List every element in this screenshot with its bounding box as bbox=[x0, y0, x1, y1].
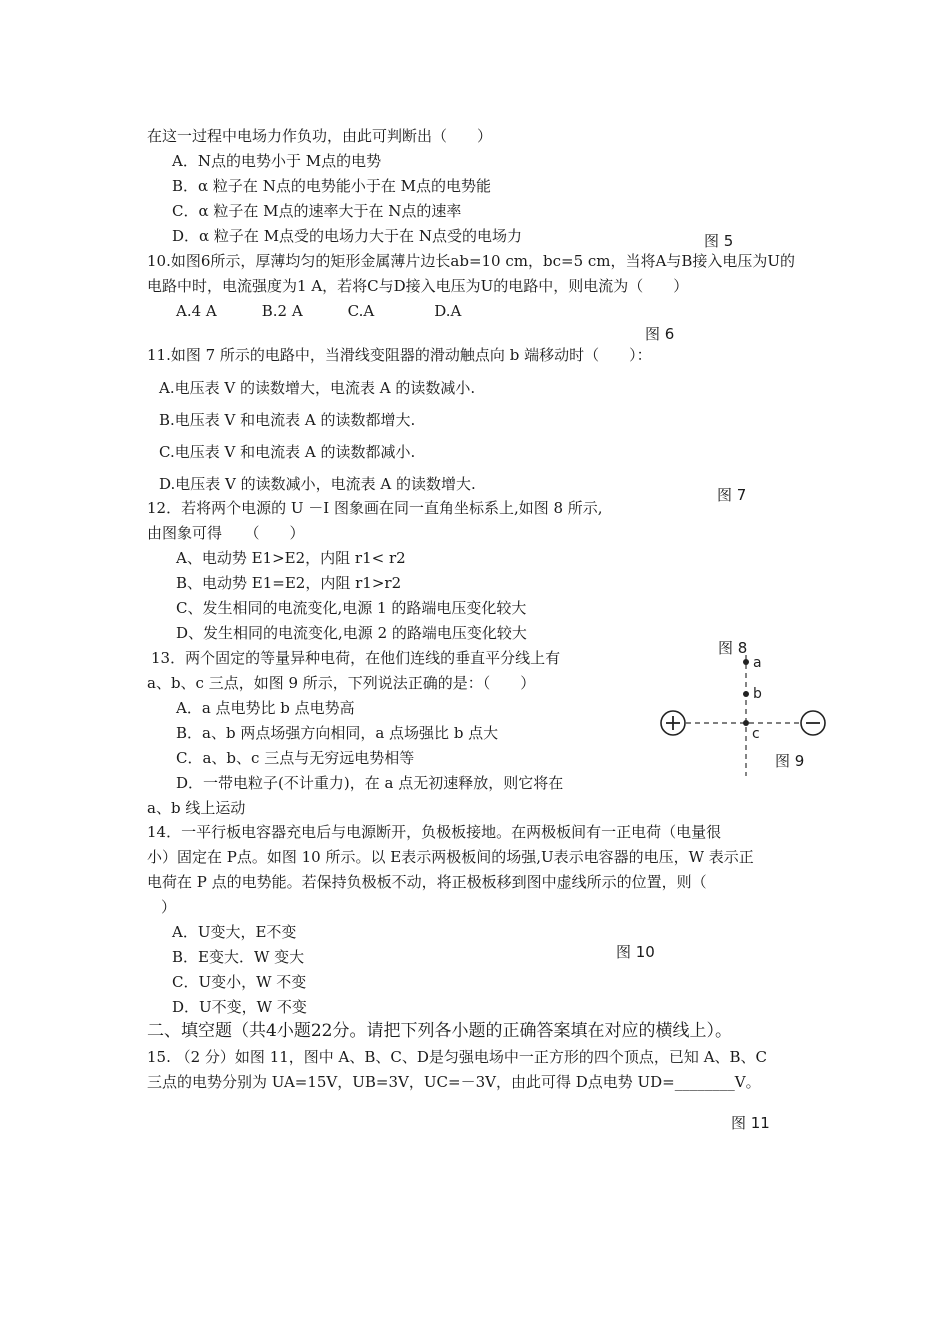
figure-10-caption: 图 10 bbox=[616, 943, 655, 961]
option-13d-line1: D．一带电粒子(不计重力)，在 a 点无初速释放，则它将在 bbox=[176, 774, 564, 792]
point-b-label: b bbox=[753, 686, 762, 702]
figure-7-caption: 图 7 bbox=[717, 486, 747, 504]
option-11c: C.电压表 V 和电流表 A 的读数都减小. bbox=[159, 443, 416, 461]
question-12-line2: 由图象可得 （ ） bbox=[147, 524, 305, 542]
question-15-line1: 15. （2 分）如图 11，图中 A、B、C、D是匀强电场中一正方形的四个顶点，已知 A、B、C bbox=[147, 1048, 768, 1066]
option-14b: B．E变大．W 变大 bbox=[172, 948, 305, 966]
figure-5-caption: 图 5 bbox=[704, 232, 734, 250]
question-15-line2: 三点的电势分别为 UA=15V，UB=3V，UC=－3V，由此可得 D点电势 UD=________V。 bbox=[147, 1073, 761, 1091]
option-13a: A．a 点电势比 b 点电势高 bbox=[176, 699, 355, 717]
question-11-stem: 11.如图 7 所示的电路中，当滑线变阻器的滑动触点向 b 端移动时（ ）： bbox=[147, 346, 652, 364]
option-11b: B.电压表 V 和电流表 A 的读数都增大. bbox=[159, 411, 416, 429]
question-9-stem: 在这一过程中电场力作负功，由此可判断出（ ） bbox=[147, 127, 493, 145]
option-12d: D、发生相同的电流变化,电源 2 的路端电压变化较大 bbox=[176, 624, 527, 642]
question-10-line1: 10.如图6所示，厚薄均匀的矩形金属薄片边长ab=10 cm，bc=5 cm，当将A与B接入电压为U的 bbox=[147, 252, 795, 270]
question-14-line1: 14．一平行板电容器充电后与电源断开，负极板接地。在两极板间有一正电荷（电量很 bbox=[147, 823, 722, 841]
figure-9-caption: 图 9 bbox=[775, 752, 805, 770]
question-14-line4: ） bbox=[161, 898, 177, 916]
figure-9-diagram bbox=[655, 650, 835, 780]
option-11d: D.电压表 V 的读数减小，电流表 A 的读数增大. bbox=[159, 475, 476, 493]
option-12a: A、电动势 E1>E2，内阻 r1< r2 bbox=[176, 549, 406, 567]
point-a-dot bbox=[743, 659, 749, 665]
question-13-line1: 13．两个固定的等量异种电荷，在他们连线的垂直平分线上有 bbox=[151, 649, 561, 667]
point-b-dot bbox=[743, 691, 749, 697]
section-heading-fill-in: 二、填空题（共4小题22分。请把下列各小题的正确答案填在对应的横线上）。 bbox=[147, 1021, 732, 1041]
point-a-label: a bbox=[753, 655, 762, 671]
question-14-line2: 小）固定在 P点。如图 10 所示。以 E表示两极板间的场强,U表示电容器的电压，W 表示正 bbox=[147, 848, 754, 866]
option-9c: C．α 粒子在 M点的速率大于在 N点的速率 bbox=[172, 202, 462, 220]
question-10-options: A.4 A B.2 A C.A D.A bbox=[176, 302, 462, 320]
option-14d: D．U不变，W 不变 bbox=[172, 998, 307, 1016]
question-14-line3: 电荷在 P 点的电势能。若保持负极板不动，将正极板移到图中虚线所示的位置，则（ bbox=[147, 873, 707, 891]
question-13-line2: a、b、c 三点，如图 9 所示，下列说法正确的是：（ ） bbox=[147, 674, 536, 692]
point-c-dot bbox=[743, 720, 749, 726]
option-13d-line2: a、b 线上运动 bbox=[147, 799, 246, 817]
negative-charge-icon bbox=[801, 711, 825, 735]
question-10-line2: 电路中时，电流强度为1 A，若将C与D接入电压为U的电路中，则电流为（ ） bbox=[147, 277, 689, 295]
option-12c: C、发生相同的电流变化,电源 1 的路端电压变化较大 bbox=[176, 599, 527, 617]
option-9d: D．α 粒子在 M点受的电场力大于在 N点受的电场力 bbox=[172, 227, 522, 245]
option-12b: B、电动势 E1=E2，内阻 r1>r2 bbox=[176, 574, 402, 592]
question-12-line1: 12．若将两个电源的 U －I 图象画在同一直角坐标系上,如图 8 所示, bbox=[147, 499, 603, 517]
option-9b: B．α 粒子在 N点的电势能小于在 M点的电势能 bbox=[172, 177, 491, 195]
figure-11-caption: 图 11 bbox=[731, 1114, 770, 1132]
option-13b: B．a、b 两点场强方向相同，a 点场强比 b 点大 bbox=[176, 724, 499, 742]
figure-8-caption: 图 8 bbox=[718, 639, 748, 657]
positive-charge-icon bbox=[661, 711, 685, 735]
option-14a: A．U变大，E不变 bbox=[172, 923, 297, 941]
option-13c: C．a、b、c 三点与无穷远电势相等 bbox=[176, 749, 415, 767]
option-14c: C．U变小，W 不变 bbox=[172, 973, 307, 991]
option-9a: A．N点的电势小于 M点的电势 bbox=[172, 152, 382, 170]
point-c-label: c bbox=[752, 726, 760, 742]
option-11a: A.电压表 V 的读数增大，电流表 A 的读数减小. bbox=[159, 379, 476, 397]
figure-6-caption: 图 6 bbox=[645, 325, 675, 343]
